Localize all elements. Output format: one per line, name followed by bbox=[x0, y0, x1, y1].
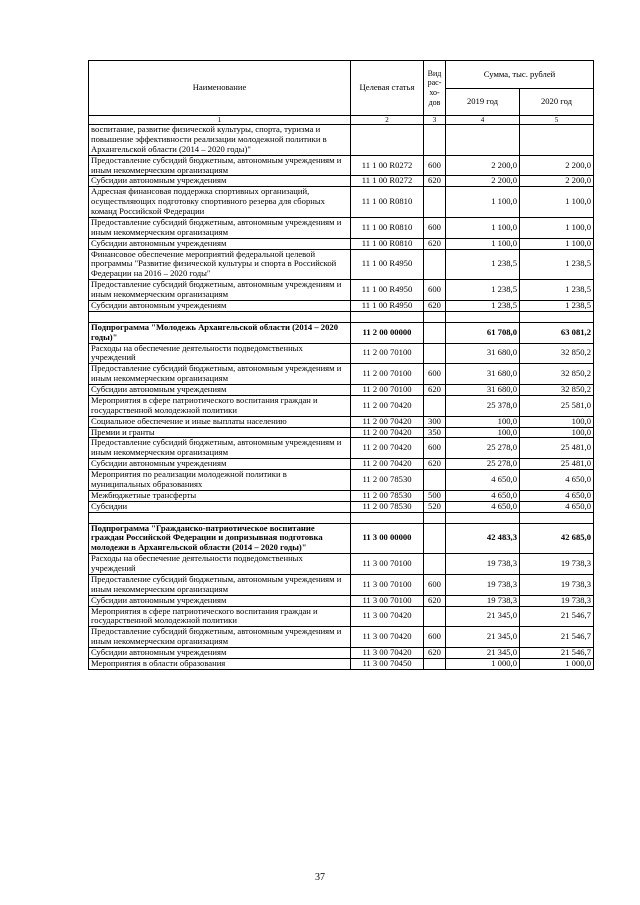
row-2019-cell: 4 650,0 bbox=[446, 490, 520, 501]
row-target-cell: 11 3 00 00000 bbox=[351, 523, 424, 554]
header-name: Наименование bbox=[89, 61, 351, 116]
row-expense-type-cell: 620 bbox=[424, 648, 446, 659]
row-name-cell: Расходы на обеспечение деятельности подведомственных учреждений bbox=[89, 343, 351, 364]
empty-cell bbox=[424, 311, 446, 322]
row-2020-cell: 21 546,7 bbox=[520, 627, 594, 648]
table-row bbox=[89, 155, 594, 176]
row-2019-cell: 4 650,0 bbox=[446, 470, 520, 491]
row-2019-cell: 42 483,3 bbox=[446, 523, 520, 554]
row-target-cell: 11 3 00 70100 bbox=[351, 595, 424, 606]
row-2019-cell: 25 278,0 bbox=[446, 459, 520, 470]
row-2019-cell: 1 238,5 bbox=[446, 280, 520, 301]
row-2019-cell: 2 200,0 bbox=[446, 155, 520, 176]
row-2020-cell: 2 200,0 bbox=[520, 155, 594, 176]
table-row bbox=[89, 595, 594, 606]
table-row bbox=[89, 385, 594, 396]
row-target-cell: 11 2 00 70420 bbox=[351, 459, 424, 470]
row-2019-cell: 100,0 bbox=[446, 416, 520, 427]
row-2019-cell: 1 100,0 bbox=[446, 217, 520, 238]
row-target-cell: 11 2 00 78530 bbox=[351, 490, 424, 501]
row-2020-cell: 100,0 bbox=[520, 416, 594, 427]
header-expense-type: Вид рас-хо-дов bbox=[424, 61, 446, 116]
row-expense-type-cell: 600 bbox=[424, 155, 446, 176]
table-row bbox=[89, 427, 594, 438]
table-row bbox=[89, 490, 594, 501]
row-name-cell: Субсидии автономным учреждениям bbox=[89, 300, 351, 311]
row-target-cell: 11 1 00 R0810 bbox=[351, 187, 424, 218]
row-2020-cell: 4 650,0 bbox=[520, 470, 594, 491]
budget-table bbox=[88, 60, 594, 670]
row-target-cell: 11 2 00 70420 bbox=[351, 438, 424, 459]
empty-cell bbox=[351, 512, 424, 523]
table-row bbox=[89, 470, 594, 491]
row-2019-cell: 1 238,5 bbox=[446, 300, 520, 311]
row-2019-cell: 21 345,0 bbox=[446, 606, 520, 627]
row-expense-type-cell: 620 bbox=[424, 459, 446, 470]
row-2020-cell: 32 850,2 bbox=[520, 343, 594, 364]
row-target-cell: 11 2 00 70420 bbox=[351, 416, 424, 427]
row-name-cell: Субсидии автономным учреждениям bbox=[89, 459, 351, 470]
row-2019-cell: 31 680,0 bbox=[446, 364, 520, 385]
row-expense-type-cell: 600 bbox=[424, 627, 446, 648]
header-year-2019: 2019 год bbox=[446, 89, 520, 116]
row-2020-cell: 21 546,7 bbox=[520, 648, 594, 659]
row-2020-cell: 42 685,0 bbox=[520, 523, 594, 554]
subprogram-row bbox=[89, 523, 594, 554]
row-2020-cell: 1 000,0 bbox=[520, 658, 594, 669]
row-target-cell: 11 3 00 70420 bbox=[351, 648, 424, 659]
row-2020-cell: 1 100,0 bbox=[520, 217, 594, 238]
row-expense-type-cell: 350 bbox=[424, 427, 446, 438]
empty-cell bbox=[351, 311, 424, 322]
table-row bbox=[89, 249, 594, 280]
row-target-cell: 11 3 00 70100 bbox=[351, 554, 424, 575]
row-expense-type-cell: 520 bbox=[424, 501, 446, 512]
row-2019-cell: 25 278,0 bbox=[446, 438, 520, 459]
row-2019-cell: 19 738,3 bbox=[446, 574, 520, 595]
row-target-cell: 11 1 00 R4950 bbox=[351, 300, 424, 311]
row-2020-cell: 100,0 bbox=[520, 427, 594, 438]
row-2020-cell: 25 481,0 bbox=[520, 459, 594, 470]
empty-cell bbox=[520, 311, 594, 322]
page-number: 37 bbox=[315, 872, 325, 883]
row-name-cell: Субсидии bbox=[89, 501, 351, 512]
row-2020-cell: 19 738,3 bbox=[520, 595, 594, 606]
row-2019-cell: 100,0 bbox=[446, 427, 520, 438]
table-row bbox=[89, 217, 594, 238]
spacer-row bbox=[89, 512, 594, 523]
row-target-cell: 11 2 00 70420 bbox=[351, 427, 424, 438]
table-row bbox=[89, 280, 594, 301]
row-name-cell: Предоставление субсидий бюджетным, автономным учреждениям и иным некоммерческим организациям bbox=[89, 438, 351, 459]
column-number: 4 bbox=[446, 116, 520, 125]
row-target-cell: 11 1 00 R0272 bbox=[351, 176, 424, 187]
row-expense-type-cell: 600 bbox=[424, 438, 446, 459]
row-name-cell: Подпрограмма "Гражданско-патриотическое воспитание граждан Российской Федерации и допризывная подготовка молодежи в Архангельской области (2014 – 2020 годы)" bbox=[89, 523, 351, 554]
row-2020-cell: 32 850,2 bbox=[520, 364, 594, 385]
row-expense-type-cell bbox=[424, 249, 446, 280]
row-2019-cell: 2 200,0 bbox=[446, 176, 520, 187]
row-2020-cell: 25 581,0 bbox=[520, 395, 594, 416]
row-expense-type-cell bbox=[424, 125, 446, 156]
row-name-cell: Мероприятия по реализации молодежной политики в муниципальных образованиях bbox=[89, 470, 351, 491]
row-expense-type-cell bbox=[424, 395, 446, 416]
row-2020-cell: 21 546,7 bbox=[520, 606, 594, 627]
row-target-cell: 11 3 00 70420 bbox=[351, 606, 424, 627]
table-row bbox=[89, 658, 594, 669]
empty-cell bbox=[424, 512, 446, 523]
row-2020-cell: 1 238,5 bbox=[520, 300, 594, 311]
row-expense-type-cell: 620 bbox=[424, 385, 446, 396]
table-row bbox=[89, 300, 594, 311]
row-name-cell: Субсидии автономным учреждениям bbox=[89, 595, 351, 606]
row-target-cell: 11 1 00 R4950 bbox=[351, 249, 424, 280]
header-target-article: Целевая статья bbox=[351, 61, 424, 116]
row-target-cell: 11 3 00 70100 bbox=[351, 574, 424, 595]
row-expense-type-cell: 600 bbox=[424, 280, 446, 301]
row-2020-cell: 25 481,0 bbox=[520, 438, 594, 459]
row-2019-cell: 31 680,0 bbox=[446, 343, 520, 364]
row-name-cell: Межбюджетные трансферты bbox=[89, 490, 351, 501]
table-body bbox=[89, 125, 594, 670]
row-expense-type-cell: 620 bbox=[424, 176, 446, 187]
row-expense-type-cell bbox=[424, 343, 446, 364]
row-expense-type-cell bbox=[424, 187, 446, 218]
row-expense-type-cell: 600 bbox=[424, 217, 446, 238]
row-name-cell: Предоставление субсидий бюджетным, автономным учреждениям и иным некоммерческим организациям bbox=[89, 217, 351, 238]
empty-cell bbox=[89, 311, 351, 322]
row-name-cell: Предоставление субсидий бюджетным, автономным учреждениям и иным некоммерческим организациям bbox=[89, 574, 351, 595]
row-target-cell bbox=[351, 125, 424, 156]
row-2020-cell: 1 238,5 bbox=[520, 249, 594, 280]
table-row bbox=[89, 554, 594, 575]
row-name-cell: Субсидии автономным учреждениям bbox=[89, 648, 351, 659]
table-row bbox=[89, 501, 594, 512]
empty-cell bbox=[446, 311, 520, 322]
row-2020-cell: 63 081,2 bbox=[520, 322, 594, 343]
row-name-cell: Предоставление субсидий бюджетным, автономным учреждениям и иным некоммерческим организациям bbox=[89, 155, 351, 176]
table-row bbox=[89, 176, 594, 187]
table-row bbox=[89, 606, 594, 627]
row-target-cell: 11 1 00 R0810 bbox=[351, 217, 424, 238]
row-2020-cell: 1 238,5 bbox=[520, 280, 594, 301]
row-name-cell: Мероприятия в сфере патриотического воспитания граждан и государственной молодежной политики bbox=[89, 395, 351, 416]
row-2019-cell: 1 100,0 bbox=[446, 238, 520, 249]
row-name-cell: Расходы на обеспечение деятельности подведомственных учреждений bbox=[89, 554, 351, 575]
row-expense-type-cell: 300 bbox=[424, 416, 446, 427]
table-row bbox=[89, 125, 594, 156]
row-2019-cell: 25 378,0 bbox=[446, 395, 520, 416]
row-expense-type-cell bbox=[424, 322, 446, 343]
row-2020-cell: 1 100,0 bbox=[520, 187, 594, 218]
table-row bbox=[89, 648, 594, 659]
column-numbers-row bbox=[89, 116, 594, 125]
row-name-cell: Финансовое обеспечение мероприятий федеральной целевой программы "Развитие физической культуры и спорта в Российской Федерации на 2016 – 2020 годы" bbox=[89, 249, 351, 280]
row-name-cell: Адресная финансовая поддержка спортивных организаций, осуществляющих подготовку спортивного резерва для сборных команд Российской Федерации bbox=[89, 187, 351, 218]
row-2019-cell: 61 708,0 bbox=[446, 322, 520, 343]
header-year-2020: 2020 год bbox=[520, 89, 594, 116]
row-2019-cell: 1 238,5 bbox=[446, 249, 520, 280]
row-2019-cell: 4 650,0 bbox=[446, 501, 520, 512]
row-name-cell: Социальное обеспечение и иные выплаты населению bbox=[89, 416, 351, 427]
row-target-cell: 11 2 00 78530 bbox=[351, 501, 424, 512]
row-name-cell: воспитание, развитие физической культуры, спорта, туризма и повышение эффективности реализации молодежной политики в Архангельской области (2014 – 2020 годы)" bbox=[89, 125, 351, 156]
column-number: 1 bbox=[89, 116, 351, 125]
table-row bbox=[89, 459, 594, 470]
row-expense-type-cell: 600 bbox=[424, 574, 446, 595]
row-target-cell: 11 2 00 70100 bbox=[351, 364, 424, 385]
row-name-cell: Мероприятия в сфере патриотического воспитания граждан и государственной молодежной политики bbox=[89, 606, 351, 627]
row-2020-cell: 4 650,0 bbox=[520, 501, 594, 512]
row-2019-cell: 21 345,0 bbox=[446, 627, 520, 648]
row-expense-type-cell bbox=[424, 658, 446, 669]
row-expense-type-cell: 500 bbox=[424, 490, 446, 501]
row-name-cell: Подпрограмма "Молодежь Архангельской области (2014 – 2020 годы)" bbox=[89, 322, 351, 343]
spacer-row bbox=[89, 311, 594, 322]
row-name-cell: Премии и гранты bbox=[89, 427, 351, 438]
row-target-cell: 11 1 00 R4950 bbox=[351, 280, 424, 301]
table-row bbox=[89, 343, 594, 364]
row-expense-type-cell bbox=[424, 470, 446, 491]
row-name-cell: Предоставление субсидий бюджетным, автономным учреждениям и иным некоммерческим организациям bbox=[89, 364, 351, 385]
row-name-cell: Предоставление субсидий бюджетным, автономным учреждениям и иным некоммерческим организациям bbox=[89, 280, 351, 301]
row-target-cell: 11 2 00 70420 bbox=[351, 395, 424, 416]
row-expense-type-cell bbox=[424, 554, 446, 575]
row-2020-cell: 32 850,2 bbox=[520, 385, 594, 396]
row-expense-type-cell bbox=[424, 523, 446, 554]
table-row bbox=[89, 395, 594, 416]
row-expense-type-cell: 620 bbox=[424, 300, 446, 311]
table-row bbox=[89, 627, 594, 648]
row-2019-cell: 19 738,3 bbox=[446, 595, 520, 606]
row-2019-cell: 1 000,0 bbox=[446, 658, 520, 669]
row-expense-type-cell: 620 bbox=[424, 238, 446, 249]
column-number: 2 bbox=[351, 116, 424, 125]
row-2020-cell: 19 738,3 bbox=[520, 574, 594, 595]
row-target-cell: 11 3 00 70420 bbox=[351, 627, 424, 648]
row-expense-type-cell: 600 bbox=[424, 364, 446, 385]
header-sum: Сумма, тыс. рублей bbox=[446, 61, 594, 89]
row-2020-cell: 1 100,0 bbox=[520, 238, 594, 249]
row-target-cell: 11 2 00 00000 bbox=[351, 322, 424, 343]
row-target-cell: 11 3 00 70450 bbox=[351, 658, 424, 669]
column-number: 3 bbox=[424, 116, 446, 125]
empty-cell bbox=[446, 512, 520, 523]
subprogram-row bbox=[89, 322, 594, 343]
row-2020-cell: 2 200,0 bbox=[520, 176, 594, 187]
row-2020-cell: 4 650,0 bbox=[520, 490, 594, 501]
row-2019-cell: 21 345,0 bbox=[446, 648, 520, 659]
row-expense-type-cell bbox=[424, 606, 446, 627]
table-row bbox=[89, 416, 594, 427]
table-row bbox=[89, 438, 594, 459]
row-target-cell: 11 1 00 R0272 bbox=[351, 155, 424, 176]
row-name-cell: Предоставление субсидий бюджетным, автономным учреждениям и иным некоммерческим организациям bbox=[89, 627, 351, 648]
empty-cell bbox=[89, 512, 351, 523]
table-row bbox=[89, 364, 594, 385]
row-target-cell: 11 2 00 70100 bbox=[351, 385, 424, 396]
row-2019-cell bbox=[446, 125, 520, 156]
empty-cell bbox=[520, 512, 594, 523]
row-target-cell: 11 2 00 78530 bbox=[351, 470, 424, 491]
row-2020-cell bbox=[520, 125, 594, 156]
row-name-cell: Субсидии автономным учреждениям bbox=[89, 385, 351, 396]
row-name-cell: Мероприятия в области образования bbox=[89, 658, 351, 669]
table-row bbox=[89, 574, 594, 595]
row-name-cell: Субсидии автономным учреждениям bbox=[89, 176, 351, 187]
row-2019-cell: 19 738,3 bbox=[446, 554, 520, 575]
column-number: 5 bbox=[520, 116, 594, 125]
row-expense-type-cell: 620 bbox=[424, 595, 446, 606]
row-2020-cell: 19 738,3 bbox=[520, 554, 594, 575]
table-row bbox=[89, 187, 594, 218]
row-target-cell: 11 1 00 R0810 bbox=[351, 238, 424, 249]
row-2019-cell: 1 100,0 bbox=[446, 187, 520, 218]
row-target-cell: 11 2 00 70100 bbox=[351, 343, 424, 364]
table-row bbox=[89, 238, 594, 249]
row-2019-cell: 31 680,0 bbox=[446, 385, 520, 396]
row-name-cell: Субсидии автономным учреждениям bbox=[89, 238, 351, 249]
